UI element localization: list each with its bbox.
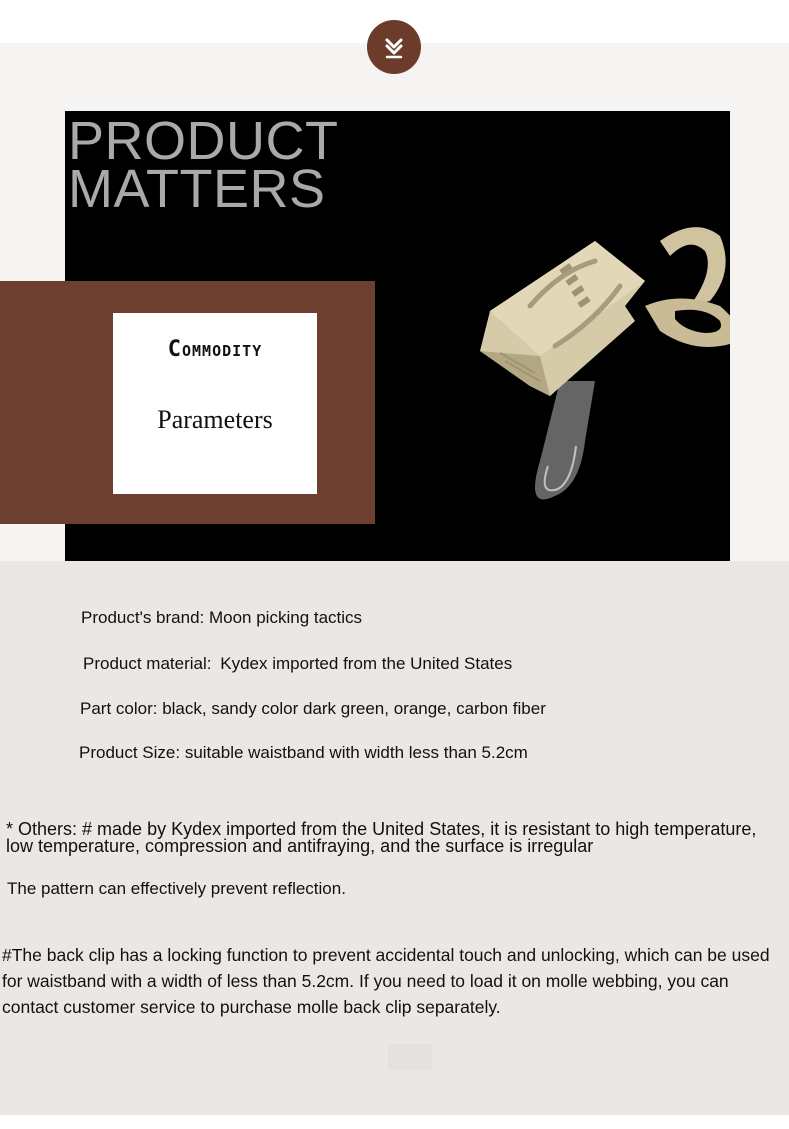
scroll-down-button[interactable] bbox=[367, 20, 421, 74]
param-material bbox=[83, 654, 512, 674]
param-size: Product Size: suitable waistband with width less than 5.2cm bbox=[79, 743, 528, 762]
param-color: Part color: black, sandy color dark green, orange, carbon fiber bbox=[80, 699, 546, 718]
commodity-card-subtitle: Parameters bbox=[157, 405, 273, 434]
param-material-value: Kydex imported from the United States bbox=[220, 654, 513, 673]
others-note: * Others: # made by Kydex imported from the United States, it is resistant to high temperature, low temperature, compression and antifraying, and the surface is irregular bbox=[6, 819, 757, 856]
product-image bbox=[420, 211, 730, 511]
hero-title: PRODUCT MATTERS bbox=[68, 111, 339, 219]
back-clip-note: #The back clip has a locking function to prevent accidental touch and unlocking, which can be used for waistband with a width of less than 5.2cm. If you need to load it on molle webbing, you can contact customer service to purchase molle back clip separately. bbox=[2, 945, 770, 1017]
commodity-card-title: Commodity bbox=[167, 337, 263, 362]
commodity-card bbox=[113, 313, 317, 494]
pattern-note: The pattern can effectively prevent reflection. bbox=[7, 879, 346, 898]
param-brand: Product's brand: Moon picking tactics bbox=[81, 608, 363, 627]
param-material-label: Product material: bbox=[83, 654, 212, 673]
decorative-square bbox=[388, 1044, 432, 1070]
chevron-down-icon bbox=[383, 35, 405, 59]
